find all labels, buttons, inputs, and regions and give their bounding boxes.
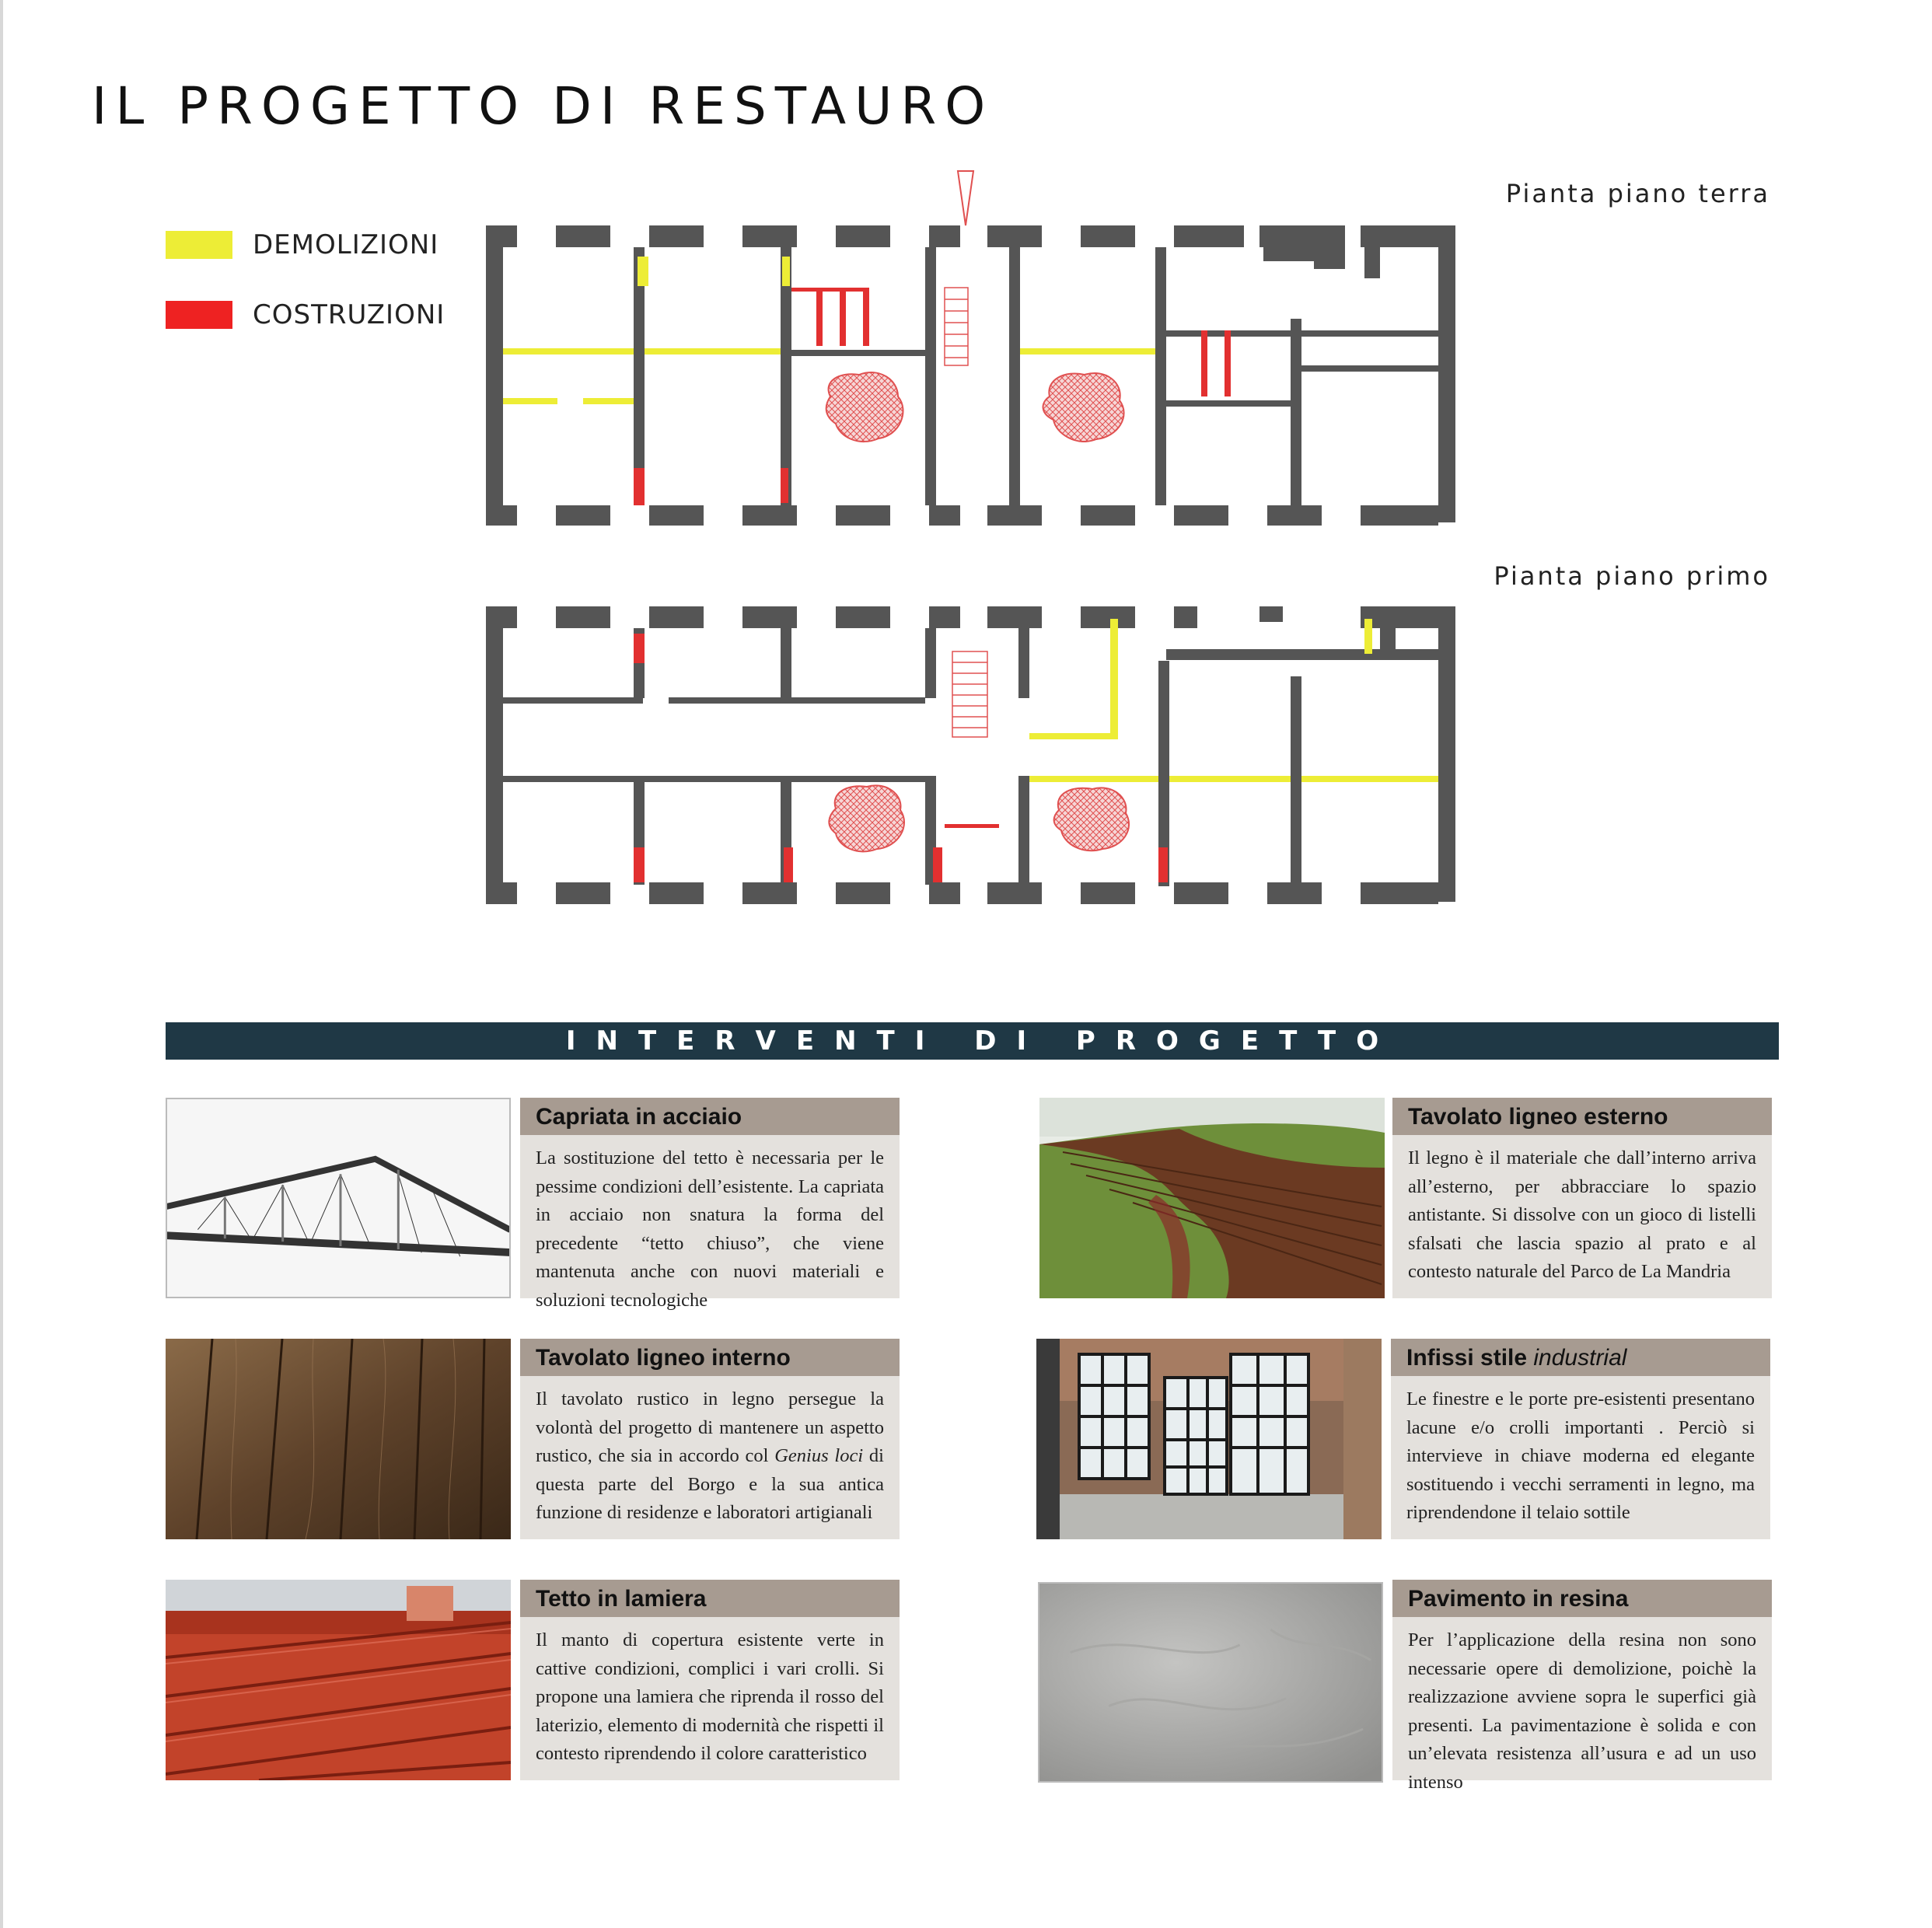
legend-label-demolition: DEMOLIZIONI — [253, 229, 439, 260]
collapse-area-1 — [826, 372, 903, 442]
card-title: Infissi stile industrial — [1391, 1339, 1770, 1376]
chimney-mark — [958, 171, 973, 225]
card-title: Tetto in lamiera — [520, 1580, 900, 1617]
card-description: Il tavolato rustico in legno persegue la volontà del progetto di mantenere un aspetto rustico, che sia in accordo col Genius loci di questa parte del Borgo e la sua antica funzione di residenze e laboratori artigianali — [536, 1388, 884, 1523]
card-outdoor-deck — [1392, 1098, 1772, 1298]
steel-truss-photo — [166, 1098, 511, 1298]
card-title: Tavolato ligneo interno — [520, 1339, 900, 1376]
card-description: La sostituzione del tetto è necessaria per le pessime condizioni dell’esistente. La capriata in acciaio non snatura la forma del precedente “tetto chiuso”, che viene mantenuta anche con nuovi materiali e soluzioni tecnologiche — [536, 1147, 884, 1311]
section-title-banner: INTERVENTI DI PROGETTO — [166, 1022, 1779, 1060]
card-title: Capriata in acciaio — [520, 1098, 900, 1135]
construction-swatch — [166, 301, 232, 329]
collapse-area-4 — [1054, 788, 1129, 850]
card-description: Il legno è il materiale che dall’interno arriva all’esterno, per abbracciare lo spazio antistante. Si dissolve con un gioco di listelli sfalsati che lascia spazio al prato e al contesto naturale del Parco de La Mandria — [1408, 1147, 1756, 1282]
page-edge-rule — [0, 0, 3, 1928]
wood-floor-photo — [166, 1339, 511, 1539]
stair-ground — [945, 288, 968, 365]
legend-item-demolition — [166, 229, 492, 260]
card-industrial-windows — [1391, 1339, 1770, 1539]
legend-item-construction — [166, 299, 492, 330]
page-title: IL PROGETTO DI RESTAURO — [92, 76, 994, 136]
plan-label-ground-floor: Pianta piano terra — [1505, 179, 1770, 208]
resin-floor-photo — [1038, 1582, 1383, 1783]
card-resin-floor — [1392, 1580, 1772, 1793]
demolition-swatch — [166, 231, 232, 259]
card-title: Tavolato ligneo esterno — [1392, 1098, 1772, 1135]
card-description: Le finestre e le porte pre-esistenti presentano lacune e/o crolli importanti . Perciò si intervieve in chiave moderna ed elegante sostituendo i vecchi serramenti in legno, ma riprendendone il telaio sottile — [1406, 1388, 1755, 1523]
first-floor-plan — [474, 599, 1462, 913]
plan-label-first-floor: Pianta piano primo — [1494, 561, 1770, 591]
card-description: Il manto di copertura esistente verte in cattive condizioni, complici i vari crolli. Si propone una lamiera che riprenda il rosso del laterizio, elemento di modernità che rispetti il contesto riprendendo il colore caratteristico — [536, 1629, 884, 1764]
collapse-area-2 — [1043, 373, 1124, 442]
card-steel-truss — [520, 1098, 900, 1311]
card-description: Per l’applicazione della resina non sono necessarie opere di demolizione, poichè la realizzazione avviene sopra le superfici già presenti. La pavimentazione è solida e con un’elevata resistenza all’usura e ad un uso intenso — [1408, 1629, 1756, 1793]
card-title: Pavimento in resina — [1392, 1580, 1772, 1617]
collapse-area-3 — [829, 785, 904, 851]
metal-roof-photo — [166, 1580, 511, 1780]
outdoor-deck-photo — [1039, 1098, 1385, 1298]
industrial-windows-photo — [1036, 1339, 1382, 1539]
first-floor-demolitions — [1029, 619, 1438, 782]
card-metal-roof — [520, 1580, 900, 1780]
ground-floor-plan — [474, 163, 1462, 533]
card-interior-wood — [520, 1339, 900, 1539]
legend-label-construction: COSTRUZIONI — [253, 299, 445, 330]
plan-walls — [486, 225, 1455, 526]
stair-first — [952, 651, 987, 737]
